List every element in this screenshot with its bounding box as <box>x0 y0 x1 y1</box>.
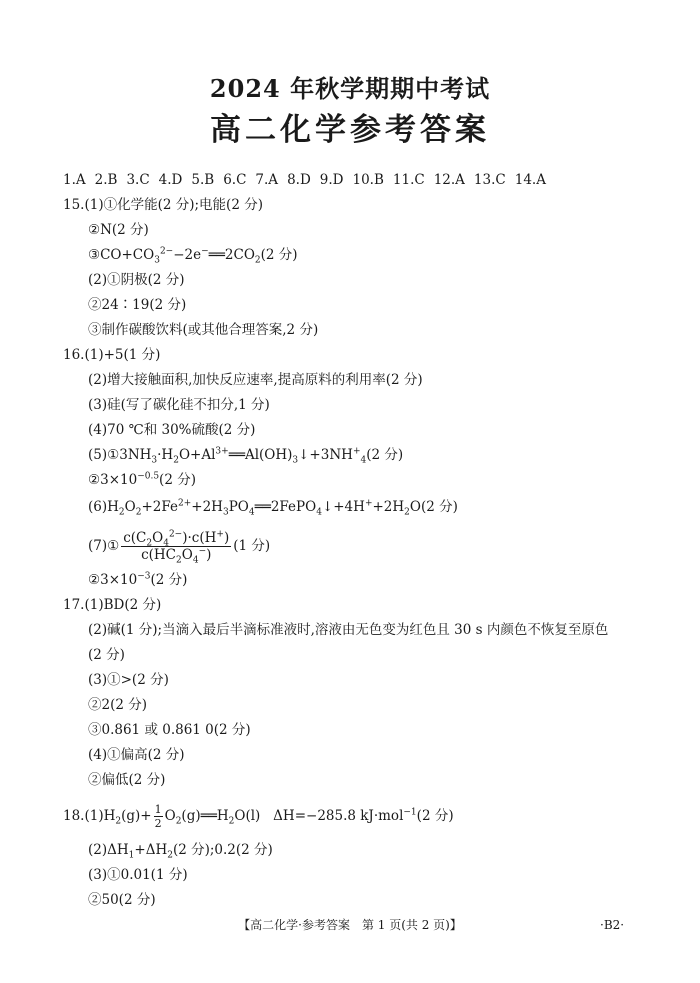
q17-line5: ②2(2 分) <box>88 697 148 713</box>
mcq-answer: 7.A <box>255 172 279 188</box>
mcq-answer: 11.C <box>392 172 425 188</box>
footer-text: 【高二化学·参考答案 第 1 页(共 2 页)】 <box>238 918 462 932</box>
q17-line4: (3)①>(2 分) <box>88 672 169 688</box>
q17-line7: (4)①偏高(2 分) <box>88 747 185 763</box>
one-half-fraction: $\frac{1}{2}$ <box>154 803 162 830</box>
mcq-answer: 1.A <box>63 172 86 188</box>
q16-line9: $②3\times 10^{-3}(2$ 分) <box>88 571 188 588</box>
mcq-answer: 2.B <box>94 172 118 188</box>
q15-line5: ②24∶19(2 分) <box>88 297 187 313</box>
q16-line6: $②3\times 10^{-0.5}(2$ 分) <box>88 471 196 488</box>
footer-code: ·B2· <box>600 918 625 932</box>
q15-line6: ③制作碳酸饮料(或其他合理答案,2 分) <box>88 322 319 338</box>
q17-line6: ③0.861 或 0.861 0(2 分) <box>88 722 251 738</box>
answer-title: 高二化学参考答案 <box>210 112 490 148</box>
q18-line3: (3)①0.01(1 分) <box>88 867 188 883</box>
q15-line1: 15.(1)①化学能(2 分);电能(2 分) <box>63 197 263 213</box>
mcq-answer: 8.D <box>287 172 311 188</box>
q17-line1: 17.(1)BD(2 分) <box>63 597 162 613</box>
q16-line3: (3)硅(写了碳化硅不扣分,1 分) <box>88 397 270 413</box>
mcq-answer: 10.B <box>352 172 384 188</box>
ka-expression-fraction: $\frac{c(C_2O_4^{2-})\cdot c(H^+)}{c(HC_2O_4^-)}$ <box>123 529 230 566</box>
q17-line8: ②偏低(2 分) <box>88 772 166 788</box>
exam-title: 2024 年秋学期期中考试 <box>209 74 491 103</box>
q16-line8: (7)① $\frac{c(C_2O_4^{2-})\cdot c(H^+)}{c(HC_2O_4^-)}$ (1 分) <box>88 529 271 566</box>
q16-line2: (2)增大接触面积,加快反应速率,提高原料的利用率(2 分) <box>88 372 423 388</box>
mcq-answers <box>63 168 555 193</box>
page-footer <box>0 915 700 935</box>
q16-line7: $(6)H_2O_2+2Fe^{2+}+2H_3PO_4══2FePO_4↓+4H^++2H_2O(2$ 分) <box>88 498 458 518</box>
q18-line1: $18.(1)H_2(g)+$ $\frac{1}{2}$ $O_2(g)══H_2O(l)$ ΔH=−285.8 kJ·mol$^{-1}$(2 分) <box>63 803 454 830</box>
q17-line3: (2 分) <box>88 647 125 663</box>
q16-line5: $(5)①3NH_3\cdot H_2O+Al^{3+}══Al(OH)_3↓+3NH^+_4(2$ 分) <box>88 446 404 466</box>
mcq-answer: 3.C <box>126 172 150 188</box>
q15-line3: $③CO+CO_3^{2-}-2e^-══2CO_2(2$ 分) <box>88 246 298 266</box>
q18-line2: $(2)\Delta H_1+\Delta H_2(2$ 分);0.2(2 分) <box>88 842 273 861</box>
mcq-answer: 5.B <box>191 172 215 188</box>
q17-line2: (2)碱(1 分);当滴入最后半滴标准液时,溶液由无色变为红色且 30 s 内颜色不恢复至原色 <box>88 622 609 638</box>
q15-line4: (2)①阴极(2 分) <box>88 272 185 288</box>
q18-line4: ②50(2 分) <box>88 892 156 908</box>
q15-line2: ②N(2 分) <box>88 222 149 238</box>
mcq-answer: 6.C <box>223 172 247 188</box>
mcq-answer: 12.A <box>433 172 465 188</box>
mcq-answer: 14.A <box>514 172 546 188</box>
mcq-answer: 9.D <box>319 172 344 188</box>
mcq-answer: 13.C <box>473 172 506 188</box>
q16-line1: 16.(1)+5(1 分) <box>63 347 161 363</box>
mcq-answer: 4.D <box>158 172 183 188</box>
q16-line4: (4)70 ℃和 30%硫酸(2 分) <box>88 422 256 438</box>
